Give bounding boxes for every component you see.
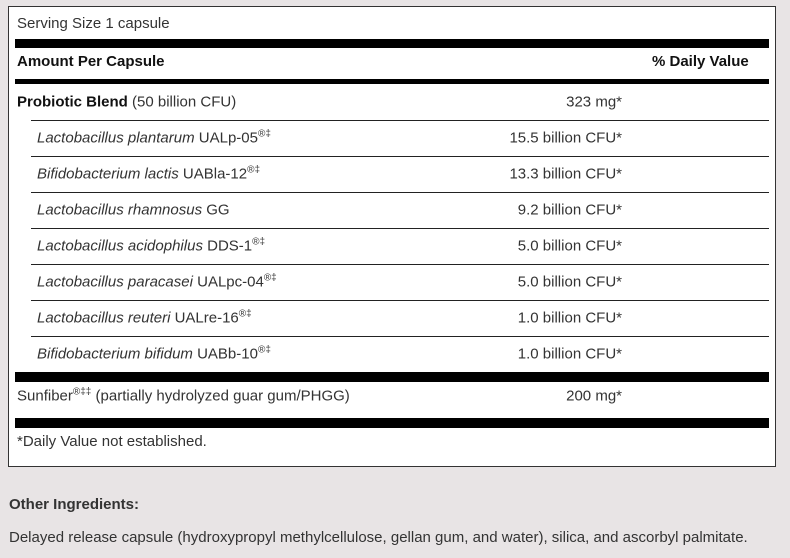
- strain-marks: ®‡: [257, 128, 271, 140]
- strain-code: UALre-16: [170, 309, 239, 327]
- strain-amount: 1.0 billion CFU*: [517, 345, 622, 363]
- sunfiber-name: Sunfiber: [17, 387, 73, 405]
- other-ingredients-text: Delayed release capsule (hydroxypropyl methylcellulose, gellan gum, and water), silica, and ascorbyl palmitate.: [9, 529, 748, 546]
- strain-name: [37, 310, 252, 327]
- blend-amount: 323 mg*: [566, 93, 622, 111]
- strain-marks: ®‡: [238, 308, 252, 320]
- strain-name: [37, 166, 260, 183]
- strain-name: [37, 346, 271, 363]
- strain-amount: 5.0 billion CFU*: [517, 237, 622, 255]
- strain-name: [37, 202, 230, 219]
- strain-amount: 1.0 billion CFU*: [517, 309, 622, 327]
- sunfiber-detail: (partially hydrolyzed guar gum/PHGG): [91, 387, 350, 405]
- probiotic-blend-row: [15, 84, 769, 120]
- footnote: *Daily Value not established.: [17, 433, 207, 450]
- sunfiber-label: [17, 388, 350, 405]
- strain-amount: 15.5 billion CFU*: [509, 129, 622, 147]
- sunfiber-marks: ®‡‡: [72, 386, 92, 398]
- strain-code: GG: [202, 201, 230, 219]
- strain-amount: 13.3 billion CFU*: [509, 165, 622, 183]
- strain-species: Lactobacillus acidophilus: [37, 237, 203, 255]
- thick-divider-bottom: [15, 418, 769, 428]
- strain-marks: ®‡: [252, 236, 266, 248]
- sunfiber-row: [15, 378, 769, 414]
- strain-row: [15, 120, 769, 156]
- serving-size: Serving Size 1 capsule: [17, 15, 170, 32]
- strain-code: UALpc-04: [192, 273, 264, 291]
- blend-detail: (50 billion CFU): [127, 93, 237, 111]
- strain-marks: ®‡: [247, 164, 261, 176]
- strain-species: Bifidobacterium lactis: [37, 165, 179, 183]
- strain-code: UABb-10: [192, 345, 258, 363]
- strain-species: Lactobacillus reuteri: [37, 309, 171, 327]
- strain-row: [15, 156, 769, 192]
- strain-name: [37, 130, 271, 147]
- strain-species: Lactobacillus plantarum: [37, 129, 195, 147]
- strain-species: Lactobacillus rhamnosus: [37, 201, 203, 219]
- strain-code: DDS-1: [202, 237, 253, 255]
- strain-row: [15, 300, 769, 336]
- strain-row: [15, 336, 769, 372]
- strain-name: [37, 238, 265, 255]
- strain-amount: 5.0 billion CFU*: [517, 273, 622, 291]
- strain-amount: 9.2 billion CFU*: [517, 201, 622, 219]
- strain-species: Bifidobacterium bifidum: [37, 345, 193, 363]
- sunfiber-amount: 200 mg*: [566, 387, 622, 405]
- strain-code: UALp-05: [194, 129, 258, 147]
- strain-row: [15, 228, 769, 264]
- supplement-facts-panel: [8, 6, 776, 467]
- daily-value-header: % Daily Value: [652, 53, 749, 70]
- strain-row: [15, 264, 769, 300]
- strain-marks: ®‡: [257, 344, 271, 356]
- thick-divider-top: [15, 39, 769, 48]
- strain-code: UABla-12: [178, 165, 248, 183]
- amount-per-capsule-header: Amount Per Capsule: [17, 53, 165, 70]
- blend-name: Probiotic Blend: [17, 93, 128, 111]
- strain-name: [37, 274, 277, 291]
- blend-label: [17, 94, 236, 111]
- strain-row: [15, 192, 769, 228]
- strain-marks: ®‡: [263, 272, 277, 284]
- other-ingredients-title: Other Ingredients:: [9, 496, 140, 513]
- strain-species: Lactobacillus paracasei: [37, 273, 193, 291]
